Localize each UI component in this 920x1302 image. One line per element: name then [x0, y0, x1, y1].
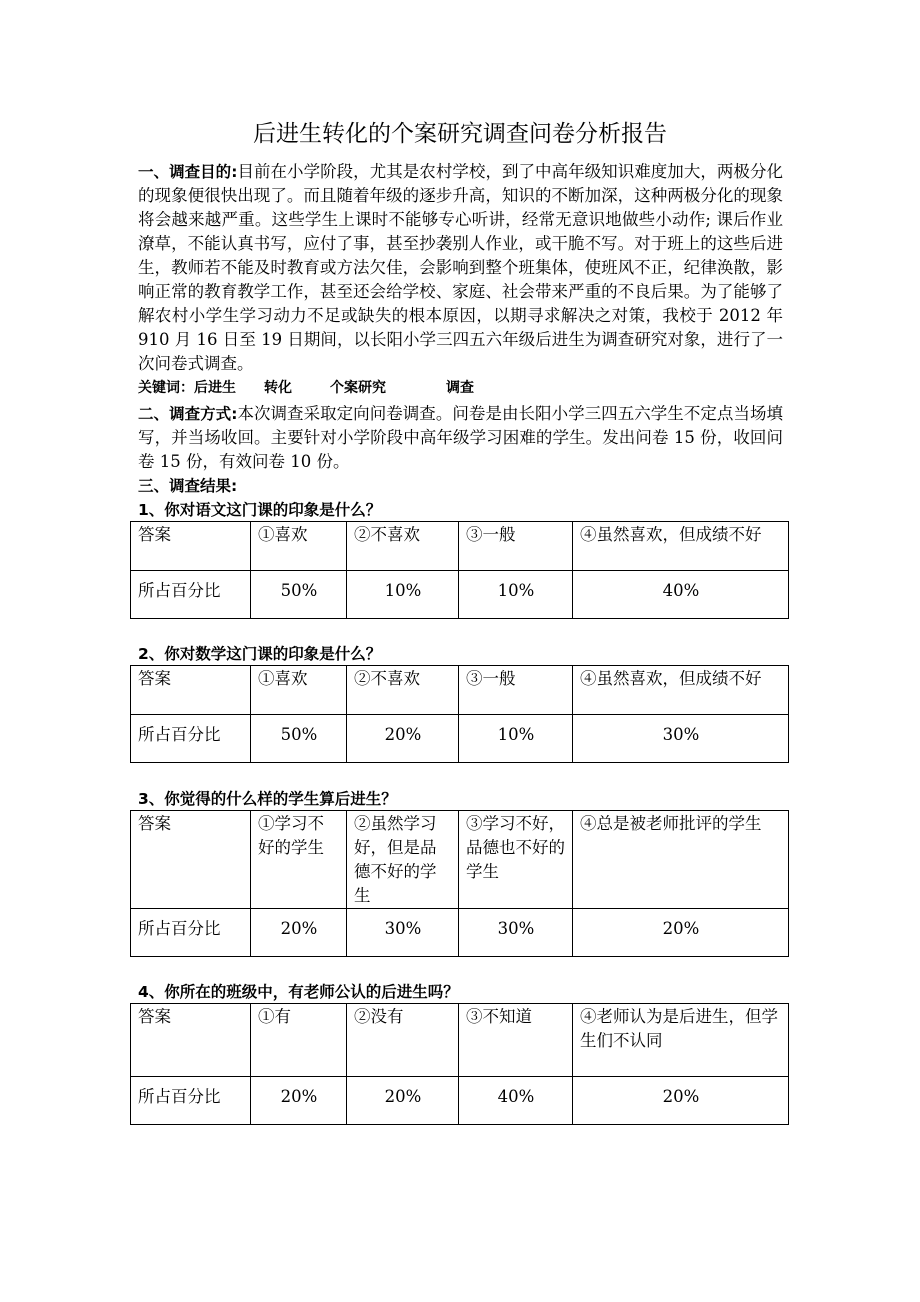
- answer-row: [131, 811, 789, 909]
- percent-cell: 20%: [347, 1077, 459, 1125]
- percent-row: [131, 571, 789, 619]
- option-cell: ①学习不好的学生: [251, 811, 347, 909]
- keywords-line: [138, 378, 783, 398]
- option-cell: ①喜欢: [251, 522, 347, 571]
- percent-cell: 40%: [573, 571, 789, 619]
- answer-label: 答案: [131, 1004, 251, 1077]
- section-purpose-text: 目前在小学阶段，尤其是农村学校，到了中高年级知识难度加大，两极分化的现象便很快出现了。而且随着年级的逐步升高，知识的不断加深，这种两极分化的现象将会越来越严重。这些学生上课时不能够专心听讲，经常无意识地做些小动作; 课后作业潦草，不能认真书写，应付了事，甚至抄袭别人作业，或干脆不写。对于班上的这些后进生，教师若不能及时教育或方法欠佳，会影响到整个班集体，使班风不正，纪律涣散，影响正常的教育教学工作，甚至还会给学校、家庭、社会带来严重的不良后果。为了能够了解农村小学生学习动力不足或缺失的根本原因，以期寻求解决之对策，我校于 2012 年 910 月 16 日至 19 日期间，以长阳小学三四五六年级后进生为调查研究对象，进行了一次问卷式调查。: [138, 162, 784, 373]
- question-table: [130, 810, 789, 957]
- option-cell: ③不知道: [459, 1004, 573, 1077]
- answer-label: 答案: [131, 811, 251, 909]
- percent-cell: 10%: [459, 715, 573, 763]
- percent-cell: 30%: [347, 909, 459, 957]
- percent-label: 所占百分比: [131, 1077, 251, 1125]
- percent-row: [131, 1077, 789, 1125]
- option-cell: ②没有: [347, 1004, 459, 1077]
- option-cell: ③学习不好，品德也不好的学生: [459, 811, 573, 909]
- option-cell: ④老师认为是后进生，但学生们不认同: [573, 1004, 789, 1077]
- question-table: [130, 1003, 789, 1125]
- option-cell: ③一般: [459, 666, 573, 715]
- percent-row: [131, 715, 789, 763]
- percent-cell: 20%: [573, 909, 789, 957]
- option-cell: ②虽然学习好，但是品德不好的学生: [347, 811, 459, 909]
- section-purpose-label: 一、调查目的:: [138, 163, 238, 181]
- percent-label: 所占百分比: [131, 571, 251, 619]
- answer-label: 答案: [131, 666, 251, 715]
- keyword: 后进生: [194, 380, 236, 396]
- percent-label: 所占百分比: [131, 909, 251, 957]
- option-cell: ③一般: [459, 522, 573, 571]
- percent-cell: 50%: [251, 715, 347, 763]
- percent-cell: 20%: [573, 1077, 789, 1125]
- report-title: 后进生转化的个案研究调查问卷分析报告: [253, 121, 667, 147]
- percent-label: 所占百分比: [131, 715, 251, 763]
- answer-label: 答案: [131, 522, 251, 571]
- question-title: 1、你对语文这门课的印象是什么？: [138, 501, 382, 519]
- option-cell: ④虽然喜欢，但成绩不好: [573, 666, 789, 715]
- option-cell: ①有: [251, 1004, 347, 1077]
- section-method: [138, 402, 783, 474]
- option-cell: ④总是被老师批评的学生: [573, 811, 789, 909]
- question-table: [130, 521, 789, 619]
- percent-cell: 30%: [573, 715, 789, 763]
- option-cell: ②不喜欢: [347, 522, 459, 571]
- section-method-label: 二、调查方式:: [138, 405, 238, 423]
- percent-cell: 20%: [251, 909, 347, 957]
- option-cell: ④虽然喜欢，但成绩不好: [573, 522, 789, 571]
- percent-row: [131, 909, 789, 957]
- question-title: 2、你对数学这门课的印象是什么？: [138, 645, 382, 663]
- answer-row: [131, 666, 789, 715]
- keyword: 个案研究: [330, 380, 386, 396]
- percent-cell: 20%: [347, 715, 459, 763]
- question-table: [130, 665, 789, 763]
- percent-cell: 10%: [459, 571, 573, 619]
- keyword: 转化: [264, 380, 292, 396]
- question-title: 3、你觉得的什么样的学生算后进生？: [138, 790, 397, 808]
- section-results-heading: 三、调查结果:: [138, 477, 238, 495]
- percent-cell: 30%: [459, 909, 573, 957]
- keywords-label: 关键词：: [138, 380, 194, 396]
- percent-cell: 40%: [459, 1077, 573, 1125]
- section-purpose: [138, 160, 783, 376]
- answer-row: [131, 522, 789, 571]
- question-title: 4、你所在的班级中，有老师公认的后进生吗？: [138, 983, 459, 1001]
- keyword: 调查: [446, 380, 474, 396]
- option-cell: ②不喜欢: [347, 666, 459, 715]
- percent-cell: 20%: [251, 1077, 347, 1125]
- percent-cell: 50%: [251, 571, 347, 619]
- answer-row: [131, 1004, 789, 1077]
- option-cell: ①喜欢: [251, 666, 347, 715]
- percent-cell: 10%: [347, 571, 459, 619]
- section-method-text: 本次调查采取定向问卷调查。问卷是由长阳小学三四五六学生不定点当场填写，并当场收回。主要针对小学阶段中高年级学习困难的学生。发出问卷 15 份，收回问卷 15 份，有效问卷 10 份。: [138, 404, 784, 471]
